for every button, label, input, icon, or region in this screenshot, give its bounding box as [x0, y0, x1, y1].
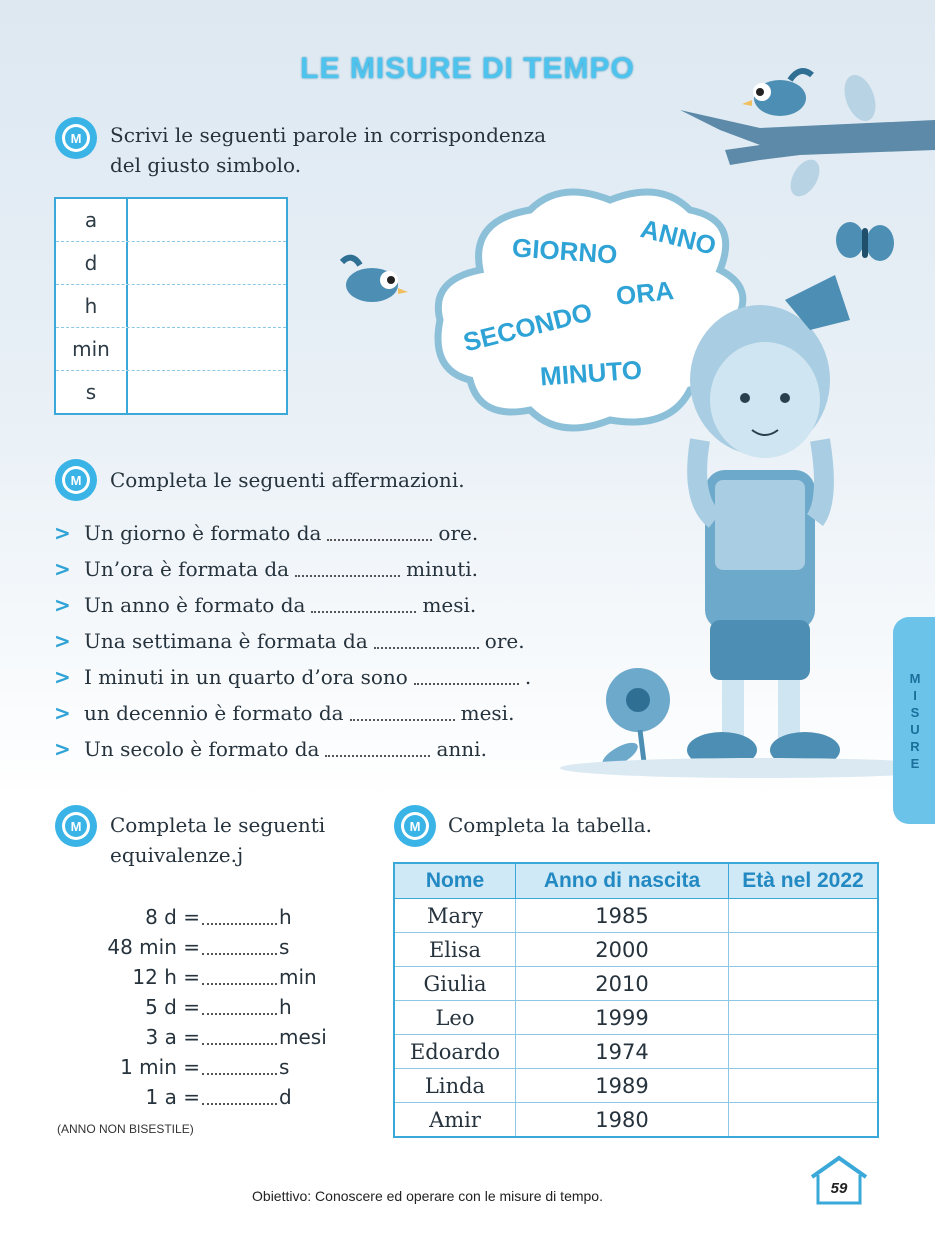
answer-blank[interactable] [202, 1089, 277, 1105]
year-cell: 1980 [516, 1103, 729, 1138]
list-item: > Un’ora è formata da minuti. [54, 557, 479, 581]
exercise-badge-icon [393, 804, 437, 848]
svg-text:M: M [70, 131, 82, 146]
chevron-right-icon: > [54, 665, 71, 689]
list-item: > Un giorno è formato da ore. [54, 521, 479, 545]
footer-objective: Obiettivo: Conoscere ed operare con le misure di tempo. [252, 1188, 603, 1204]
answer-blank[interactable] [202, 1059, 277, 1075]
cloud-word-anno: ANNO [637, 213, 720, 261]
age-cell[interactable] [729, 1001, 879, 1035]
answer-blank[interactable] [325, 741, 430, 757]
cloud-word-giorno: GIORNO [511, 232, 619, 270]
exercise2-instruction: Completa le seguenti affermazioni. [110, 468, 465, 492]
answer-blank[interactable] [374, 633, 479, 649]
leap-year-note: (ANNO NON BISESTILE) [57, 1122, 194, 1136]
exercise-badge-icon [54, 116, 98, 160]
age-cell[interactable] [729, 1103, 879, 1138]
list-item: > Una settimana è formata da ore. [54, 629, 525, 653]
answer-blank[interactable] [327, 525, 432, 541]
age-cell[interactable] [729, 1035, 879, 1069]
list-item: 12 h = min [132, 965, 317, 989]
chevron-right-icon: > [54, 521, 71, 545]
table-row [56, 285, 286, 328]
cloud-word-ora: ORA [614, 275, 676, 311]
age-cell[interactable] [729, 967, 879, 1001]
name-cell: Elisa [394, 933, 516, 967]
table-row [394, 1103, 878, 1138]
year-cell: 2010 [516, 967, 729, 1001]
leaf-illustration [785, 155, 826, 202]
table-row [394, 967, 878, 1001]
girl-illustration [687, 275, 850, 768]
symbol-cell: a [56, 199, 128, 241]
symbol-table [54, 197, 288, 415]
list-item: > Un anno è formato da mesi. [54, 593, 477, 617]
table-row [394, 1069, 878, 1103]
symbol-cell: min [56, 328, 128, 370]
answer-blank[interactable] [311, 597, 416, 613]
answer-blank[interactable] [202, 999, 277, 1015]
table-row [394, 899, 878, 933]
equivalence-list [60, 902, 360, 1112]
answer-cell[interactable] [128, 371, 286, 413]
chevron-right-icon: > [54, 593, 71, 617]
answer-blank[interactable] [202, 909, 277, 925]
chevron-right-icon: > [54, 701, 71, 725]
column-header: Età nel 2022 [729, 863, 879, 899]
column-header: Anno di nascita [516, 863, 729, 899]
name-cell: Leo [394, 1001, 516, 1035]
list-item: 1 min = s [120, 1055, 290, 1079]
table-row [394, 1035, 878, 1069]
svg-text:M: M [409, 819, 421, 834]
list-item: > Un secolo è formato da anni. [54, 737, 487, 761]
branch-illustration [680, 110, 935, 165]
exercise-badge-icon [54, 458, 98, 502]
answer-cell[interactable] [128, 199, 286, 241]
bird-illustration [342, 258, 408, 302]
year-cell: 1985 [516, 899, 729, 933]
chevron-right-icon: > [54, 629, 71, 653]
butterfly-illustration [836, 222, 894, 261]
list-item: 1 a = d [145, 1085, 292, 1109]
name-cell: Edoardo [394, 1035, 516, 1069]
page-number: 59 [830, 1180, 848, 1197]
column-header: Nome [394, 863, 516, 899]
section-tab-label: M I S U R E [909, 671, 921, 771]
chevron-right-icon: > [54, 557, 71, 581]
table-header-row [394, 863, 878, 899]
year-cell: 1974 [516, 1035, 729, 1069]
age-cell[interactable] [729, 1069, 879, 1103]
answer-cell[interactable] [128, 328, 286, 370]
name-cell: Linda [394, 1069, 516, 1103]
answer-blank[interactable] [414, 669, 519, 685]
list-item: > un decennio è formato da mesi. [54, 701, 515, 725]
name-cell: Mary [394, 899, 516, 933]
page-title: LE MISURE DI TEMPO [300, 52, 635, 85]
birth-year-table [393, 862, 879, 1138]
answer-blank[interactable] [295, 561, 400, 577]
table-row [394, 1001, 878, 1035]
answer-cell[interactable] [128, 242, 286, 284]
chevron-right-icon: > [54, 737, 71, 761]
table-row [56, 199, 286, 242]
name-cell: Amir [394, 1103, 516, 1138]
year-cell: 2000 [516, 933, 729, 967]
answer-blank[interactable] [202, 1029, 277, 1045]
answer-blank[interactable] [350, 705, 455, 721]
symbol-cell: h [56, 285, 128, 327]
age-cell[interactable] [729, 933, 879, 967]
list-item: 5 d = h [145, 995, 292, 1019]
year-cell: 1989 [516, 1069, 729, 1103]
symbol-cell: d [56, 242, 128, 284]
list-item: 48 min = s [107, 935, 290, 959]
answer-cell[interactable] [128, 285, 286, 327]
svg-text:M: M [70, 473, 82, 488]
cloud-word-minuto: MINUTO [539, 354, 643, 392]
table-row [56, 328, 286, 371]
table-row [56, 242, 286, 285]
table-row [56, 371, 286, 413]
statement-list [54, 515, 531, 767]
list-item: 8 d = h [145, 905, 292, 929]
exercise-badge-icon [54, 804, 98, 848]
name-cell: Giulia [394, 967, 516, 1001]
answer-blank[interactable] [202, 969, 277, 985]
svg-text:M: M [70, 819, 82, 834]
list-item: > I minuti in un quarto d’ora sono . [54, 665, 532, 689]
exercise3-instruction: Completa le seguenti equivalenze.j [110, 813, 326, 867]
cloud-word-secondo: SECONDO [460, 296, 596, 358]
exercise4-instruction: Completa la tabella. [448, 813, 653, 837]
age-cell[interactable] [729, 899, 879, 933]
answer-blank[interactable] [202, 939, 277, 955]
symbol-cell: s [56, 371, 128, 413]
flower-illustration [599, 668, 670, 772]
table-row [394, 933, 878, 967]
exercise1-instruction: Scrivi le seguenti parole in corrispondenza del giusto simbolo. [110, 123, 547, 177]
list-item: 3 a = mesi [145, 1025, 327, 1049]
year-cell: 1999 [516, 1001, 729, 1035]
